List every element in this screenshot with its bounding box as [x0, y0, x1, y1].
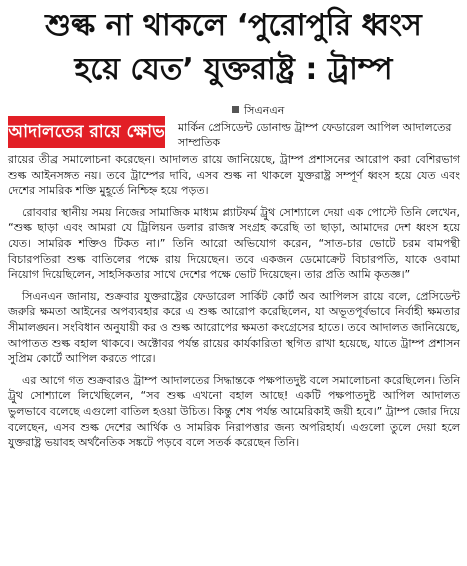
paragraph: রোববার স্থানীয় সময় নিজের সামাজিক মাধ্যম প্ল্যাটফর্ম ট্রুথ সোশ্যালে দেয়া এক পোস্টে তিনি লেখেন, “শুল্ক ছাড়া এবং আমরা যে ট্রিলিয়ন ডলার রাজস্ব সংগ্রহ করেছি তা ছাড়া, আমাদের দেশ ধ্বংস হয়ে যেত। সামরিক শক্তিও টিকত না।” তিনি আরো অভিযোগ করেন, “সাত-চার ভোটে চরম বামপন্থী বিচারপতিরা শুল্ক বাতিলের পক্ষে রায় দিয়েছেন। তবে একজন ডেমোক্রেট বিচারপতি, যাকে ওবামা নিয়োগ দিয়েছিলেন, সাহসিকতার সাথে দেশের পক্ষে ভোট দিয়েছেন। তার প্রতি আমি কৃতজ্ঞ।” — [8, 205, 460, 282]
intro-text: মার্কিন প্রেসিডেন্ট ডোনাল্ড ট্রাম্প ফেডারেল আপিল আদালতের সাম্প্রতিক — [178, 121, 452, 149]
headline-line-1: শুল্ক না থাকলে ‘পুরোপুরি ধ্বংস — [45, 8, 422, 43]
paragraph: এর আগে গত শুক্রবারও ট্রাম্প আদালতের সিদ্ধান্তকে পক্ষপাতদুষ্ট বলে সমালোচনা করেছিলেন। তিনি ট্রুথ সোশ্যালে লিখেছিলেন, “সব শুল্ক এখনো বহাল আছে! একটি পক্ষপাতদুষ্ট আপিল আদালত ভুলভাবে বলেছে এগুলো বাতিল হওয়া উচিত। কিন্তু শেষ পর্যন্ত আমেরিকাই জয়ী হবে।” ট্রাম্প জোর দিয়ে বলেছেন, এসব শুল্ক দেশের আর্থিক ও সামরিক নিরাপত্তার জন্য অপরিহার্য। এগুলো তুলে দেয়া হলে যুক্তরাষ্ট্র ভয়াবহ অর্থনৈতিক সঙ্কটে পড়বে বলে সতর্ক করেছেন তিনি। — [8, 373, 460, 450]
paragraph: সিএনএন জানায়, শুক্রবার যুক্তরাষ্ট্রের ফেডারেল সার্কিট কোর্ট অব আপিলস রায়ে বলে, প্রেসিডেন্ট জরুরি ক্ষমতা আইনের অপব্যবহার করে এ শুল্ক আরোপ করেছিলেন, যা অভূতপূর্বভাবে নির্বাহী ক্ষমতার সীমালঙ্ঘন। সংবিধান অনুযায়ী কর ও শুল্ক আরোপের ক্ষমতা কংগ্রেসের হাতে। তবে আদালত জানিয়েছে, আপাতত শুল্ক বহাল থাকবে। অক্টোবর পর্যন্ত রায়ের কার্যকারিতা স্থগিত রাখা হয়েছে, যাতে ট্রাম্প প্রশাসন সুপ্রিম কোর্টে আপিল করতে পারে। — [8, 289, 460, 366]
source-credit — [232, 104, 284, 118]
kicker-banner: আদালতের রায়ে ক্ষোভ — [8, 116, 165, 148]
paragraph: রায়ের তীব্র সমালোচনা করেছেন। আদালত রায়ে জানিয়েছে, ট্রাম্প প্রশাসনের আরোপ করা বেশিরভাগ শুল্ক আইনসঙ্গত নয়। তবে ট্রাম্পের দাবি, এসব শুল্ক না থাকলে যুক্তরাষ্ট্র সম্পূর্ণ ধ্বংস হয়ে যেত এবং দেশের সামরিক শক্তি মুহূর্তে নিশ্চিহ্ন হয়ে পড়ত। — [8, 153, 460, 198]
square-bullet-icon — [232, 106, 239, 113]
source-credit-text: সিএনএন — [244, 104, 285, 117]
headline — [0, 4, 467, 92]
article-body — [8, 152, 460, 457]
headline-line-2: হয়ে যেত’ যুক্তরাষ্ট্র : ট্রাম্প — [74, 52, 393, 87]
